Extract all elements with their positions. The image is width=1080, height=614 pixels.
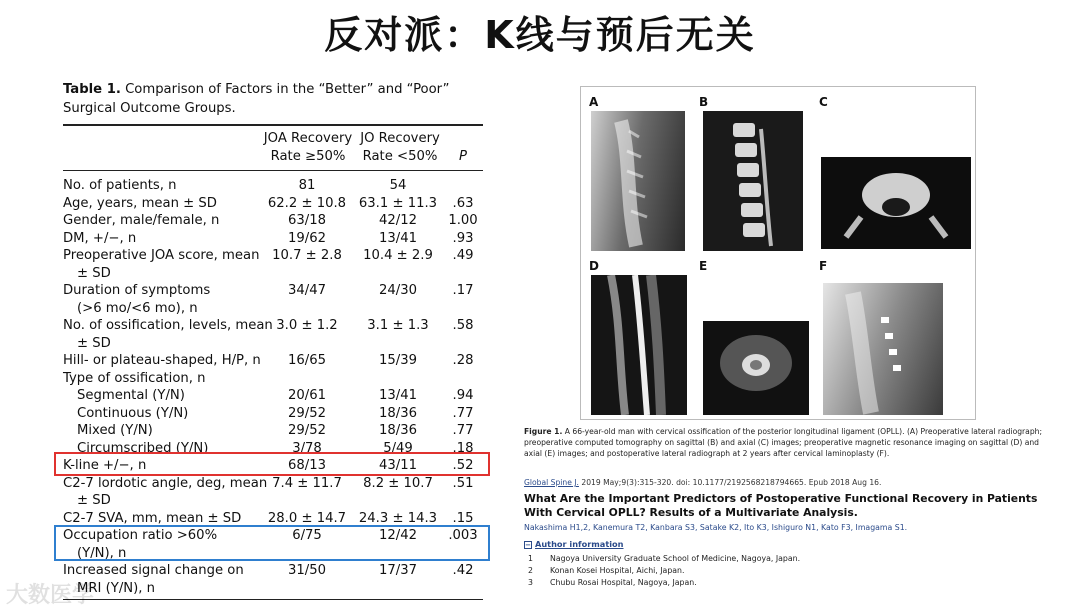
p-value: .52	[452, 458, 474, 473]
panel-label-b: B	[699, 95, 709, 109]
affiliation-number: 3	[528, 578, 533, 587]
k-line-highlight-box	[54, 452, 490, 476]
value-better-group: 19/62	[287, 230, 326, 246]
row-label: C2-7 lordotic angle, deg, mean	[63, 475, 268, 491]
row-label: DM, +/−, n	[63, 230, 137, 246]
citation-journal-link[interactable]: Global Spine J.	[524, 478, 579, 487]
row-label: Mixed (Y/N)	[77, 423, 153, 438]
p-value: .77	[452, 423, 474, 438]
paper-authors[interactable]: Nakashima H1,2, Kanemura T2, Kanbara S3, Satake K2, Ito K3, Ishiguro N1, Kato F3, Imagama S1.	[524, 523, 908, 532]
value-better-group: 31/50	[287, 563, 326, 578]
figure-caption-text: A 66-year-old man with cervical ossification of the posterior longitudinal ligament (OPLL). (A) Preoperative lateral radiograph; preoperative computed tomography on sagittal (B) and axial (C) images; preoperative magnetic resonance imaging on sagittal (D) and axial (E) images; and postoperative lateral radiograph at 2 years after cervical laminoplasty (F).	[524, 427, 1043, 458]
col-header-better-line1: JOA Recovery	[263, 131, 353, 146]
col-header-poor-line1: JO Recovery	[360, 131, 440, 146]
mri-sagittal-preop	[591, 275, 687, 415]
value-better-group: 29/52	[287, 405, 326, 421]
value-better-group: 63/18	[287, 213, 326, 228]
p-value: .58	[452, 318, 474, 333]
table-row	[63, 370, 483, 388]
row-label: Duration of symptoms	[63, 283, 211, 298]
value-poor-group: 24.3 ± 14.3	[358, 510, 438, 526]
value-poor-group: 13/41	[378, 230, 417, 246]
value-poor-group: 18/36	[378, 405, 417, 421]
p-value: .77	[452, 405, 474, 421]
table-row	[63, 177, 483, 195]
row-label: Hill- or plateau-shaped, H/P, n	[63, 353, 261, 368]
value-poor-group: 18/36	[378, 423, 417, 438]
row-label: No. of ossification, levels, mean	[63, 318, 273, 333]
affiliation-number: 1	[528, 554, 533, 563]
panel-label-e: E	[699, 259, 708, 273]
col-header-better-line2: Rate ≥50%	[270, 149, 346, 164]
table-row	[63, 405, 483, 423]
value-better-group: 3.0 ± 1.2	[276, 318, 338, 333]
row-label: Preoperative JOA score, mean	[63, 248, 260, 263]
p-value: .17	[452, 283, 474, 298]
p-value: .49	[452, 248, 474, 263]
col-header-poor	[355, 130, 445, 166]
value-poor-group: 13/41	[378, 388, 417, 403]
row-label: Continuous (Y/N)	[77, 405, 189, 421]
p-value: .15	[452, 510, 474, 526]
value-better-group: 3/78	[292, 440, 322, 456]
table-header-rule	[63, 170, 483, 171]
row-label: No. of patients, n	[63, 178, 177, 193]
p-value: .003	[448, 528, 478, 543]
value-better-group: 81	[298, 178, 316, 193]
watermark: 大数医学	[6, 583, 95, 608]
affiliation-1	[528, 554, 800, 563]
paper-title: What Are the Important Predictors of Postoperative Functional Recovery in Patients With Cervical OPLL? Results of a Multivariate Analysis.	[524, 492, 1038, 519]
ct-axial-preop	[821, 157, 971, 249]
table-row	[63, 387, 483, 405]
panel-label-f: F	[819, 259, 828, 273]
row-label: Type of ossification, n	[63, 370, 206, 386]
occupation-ratio-highlight-box	[54, 525, 490, 561]
p-value: .63	[452, 195, 474, 211]
value-poor-group: 63.1 ± 11.3	[358, 195, 438, 211]
p-value: 1.00	[448, 213, 478, 228]
row-label: Segmental (Y/N)	[77, 388, 185, 403]
value-better-group: 28.0 ± 14.7	[267, 510, 347, 526]
row-label-continued: ± SD	[77, 265, 111, 281]
value-better-group: 62.2 ± 10.8	[267, 195, 347, 211]
xray-lateral-postop	[823, 283, 943, 415]
value-poor-group: 42/12	[378, 213, 417, 228]
row-label: Age, years, mean ± SD	[63, 195, 217, 211]
affiliation-2	[528, 566, 684, 575]
value-poor-group: 54	[389, 178, 407, 193]
value-poor-group: 5/49	[383, 440, 413, 456]
value-poor-group: 15/39	[378, 353, 417, 368]
row-label: Gender, male/female, n	[63, 213, 220, 228]
p-value: .93	[452, 230, 474, 246]
table-row	[63, 475, 483, 510]
panel-label-c: C	[819, 95, 828, 109]
value-poor-group: 8.2 ± 10.7	[363, 475, 433, 491]
table-row	[63, 352, 483, 370]
table-bottom-rule	[63, 599, 483, 600]
table-caption	[63, 80, 493, 118]
author-information-toggle[interactable]	[524, 539, 624, 549]
table-caption-bold: Table 1.	[63, 82, 121, 97]
value-poor-group: 24/30	[378, 283, 417, 298]
table-top-rule	[63, 124, 483, 126]
value-poor-group: 43/11	[378, 458, 417, 473]
col-header-poor-line2: Rate <50%	[362, 149, 438, 164]
table-row	[63, 317, 483, 352]
value-better-group: 68/13	[287, 458, 326, 473]
row-label-continued: (Y/N), n	[77, 545, 127, 561]
value-better-group: 6/75	[292, 528, 322, 543]
p-value: .51	[452, 475, 474, 491]
affiliation-text: Nagoya University Graduate School of Medicine, Nagoya, Japan.	[550, 554, 801, 563]
table-row	[63, 422, 483, 440]
value-poor-group: 12/42	[378, 528, 417, 543]
figure-frame	[580, 86, 976, 420]
col-header-better	[258, 130, 358, 166]
p-value: .18	[452, 440, 474, 456]
value-better-group: 10.7 ± 2.8	[272, 248, 342, 263]
table-row	[63, 195, 483, 213]
row-label: K-line +/−, n	[63, 458, 147, 473]
slide-title: 反对派：K线与预后无关	[324, 13, 756, 57]
collapse-icon: −	[525, 541, 531, 549]
panel-label-d: D	[589, 259, 599, 273]
table-caption-text: Comparison of Factors in the “Better” and “Poor” Surgical Outcome Groups.	[63, 82, 450, 116]
p-value: .94	[452, 388, 474, 403]
row-label-continued: MRI (Y/N), n	[77, 580, 156, 596]
value-poor-group: 17/37	[378, 563, 417, 578]
panel-label-a: A	[589, 95, 599, 109]
row-label-continued: ± SD	[77, 335, 111, 351]
row-label-continued: (>6 mo/<6 mo), n	[77, 300, 198, 316]
value-poor-group: 3.1 ± 1.3	[367, 318, 429, 333]
p-value: .28	[452, 353, 474, 368]
figure-caption-bold: Figure 1.	[524, 427, 563, 436]
ct-sagittal-preop	[703, 111, 803, 251]
citation-text: 2019 May;9(3):315-320. doi: 10.1177/2192568218794665. Epub 2018 Aug 16.	[578, 478, 882, 487]
table-row	[63, 212, 483, 230]
row-label: Increased signal change on	[63, 563, 244, 578]
col-header-p: P	[459, 149, 467, 164]
affiliation-text: Konan Kosei Hospital, Aichi, Japan.	[550, 566, 685, 575]
value-better-group: 20/61	[287, 388, 326, 403]
author-information-label: Author information	[535, 539, 624, 549]
citation	[524, 478, 881, 487]
row-label: C2-7 SVA, mm, mean ± SD	[63, 510, 242, 526]
table-row	[63, 562, 483, 597]
mri-axial-preop	[703, 321, 809, 415]
value-poor-group: 10.4 ± 2.9	[363, 248, 433, 263]
affiliation-text: Chubu Rosai Hospital, Nagoya, Japan.	[550, 578, 697, 587]
xray-lateral-preop	[591, 111, 685, 251]
value-better-group: 29/52	[287, 423, 326, 438]
row-label: Circumscribed (Y/N)	[77, 440, 209, 456]
p-value: .42	[452, 563, 474, 578]
figure-caption	[524, 426, 1044, 459]
affiliation-number: 2	[528, 566, 533, 575]
value-better-group: 7.4 ± 11.7	[272, 475, 342, 491]
table-row	[63, 230, 483, 248]
value-better-group: 16/65	[287, 353, 326, 368]
value-better-group: 34/47	[287, 283, 326, 298]
table-row	[63, 282, 483, 317]
row-label-continued: ± SD	[77, 493, 111, 508]
row-label: Occupation ratio >60%	[63, 528, 218, 543]
affiliation-3	[528, 578, 697, 587]
table-row	[63, 247, 483, 282]
